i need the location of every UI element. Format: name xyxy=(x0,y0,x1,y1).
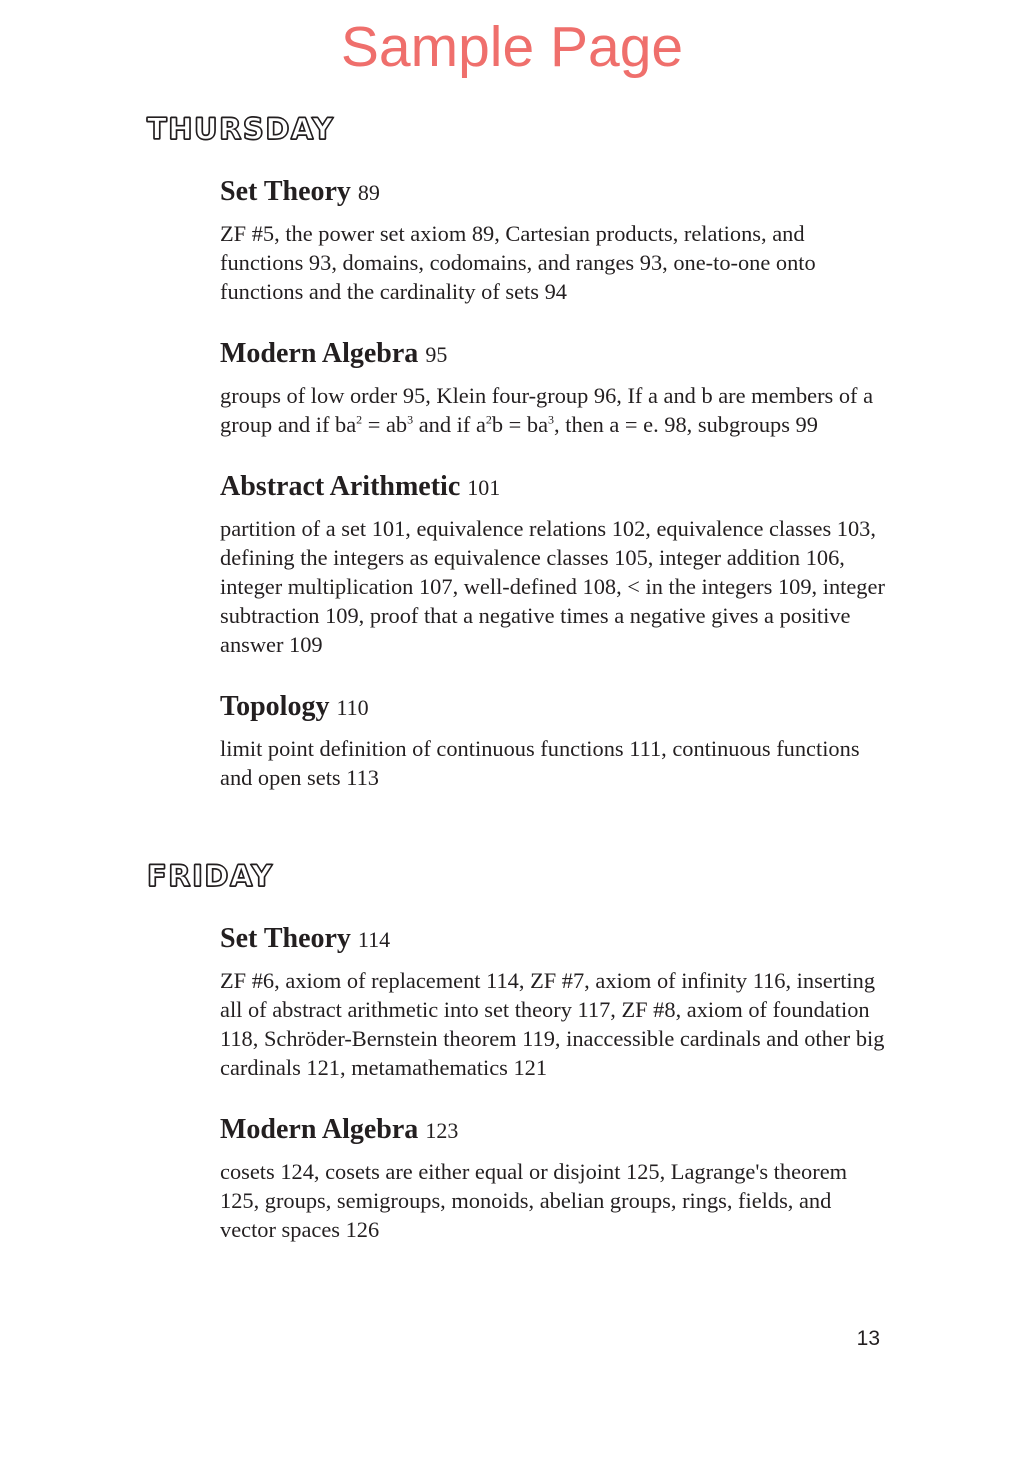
section-thursday-abstract-arithmetic xyxy=(220,470,890,659)
section-title-text: Modern Algebra xyxy=(220,1114,419,1145)
section-title-text: Modern Algebra xyxy=(220,338,419,369)
section-body: limit point definition of continuous functions 111, continuous functions and open sets 113 xyxy=(220,736,860,790)
section-thursday-set-theory xyxy=(220,175,890,306)
section-title-text: Abstract Arithmetic xyxy=(220,471,461,502)
body-text: and if a xyxy=(413,412,486,437)
section-title-text: Set Theory xyxy=(220,176,351,207)
section-title xyxy=(220,337,890,372)
section-friday-set-theory xyxy=(220,922,890,1082)
section-page-number: 89 xyxy=(357,180,380,205)
superscript: 3 xyxy=(407,412,414,427)
section-page-number: 101 xyxy=(467,475,501,500)
body-text: = ab xyxy=(362,412,408,437)
section-title xyxy=(220,690,890,725)
section-title-text: Topology xyxy=(220,691,330,722)
section-title xyxy=(220,922,890,957)
section-body: ZF #5, the power set axiom 89, Cartesian products, relations, and functions 93, domains, codomains, and ranges 93, one-to-one onto functions and the cardinality of sets 94 xyxy=(220,221,816,304)
section-title xyxy=(220,175,890,210)
body-text: groups of low order 95, Klein four-group 96, If a and b are members of a group and if ba xyxy=(220,383,874,437)
sample-page-watermark: Sample Page xyxy=(340,15,684,79)
day-heading-friday: FRIDAY xyxy=(147,859,274,893)
section-thursday-topology xyxy=(220,690,890,792)
day-heading-thursday: THURSDAY xyxy=(147,112,335,146)
body-text: , then a = e. 98, subgroups 99 xyxy=(554,412,818,437)
section-page-number: 110 xyxy=(336,695,369,720)
section-page-number: 114 xyxy=(357,927,391,952)
section-body xyxy=(220,381,890,439)
page-number: 13 xyxy=(856,1327,880,1350)
day-thursday xyxy=(147,113,907,792)
superscript: 2 xyxy=(485,412,492,427)
superscript: 2 xyxy=(356,412,363,427)
section-body: ZF #6, axiom of replacement 114, ZF #7, axiom of infinity 116, inserting all of abstract arithmetic into set theory 117, ZF #8, axiom of foundation 118, Schröder-Bernstein theorem 119, inaccessible cardinals and other big cardinals 121, metamathematics 121 xyxy=(220,968,885,1080)
body-text: b = ba xyxy=(491,412,549,437)
section-page-number: 95 xyxy=(425,342,448,367)
section-thursday-modern-algebra xyxy=(220,337,890,439)
section-friday-modern-algebra xyxy=(220,1113,890,1244)
section-body: cosets 124, cosets are either equal or disjoint 125, Lagrange's theorem 125, groups, semigroups, monoids, abelian groups, rings, fields, and vector spaces 126 xyxy=(220,1159,848,1242)
section-title-text: Set Theory xyxy=(220,923,351,954)
section-title xyxy=(220,470,890,505)
day-friday xyxy=(147,860,907,1244)
superscript: 3 xyxy=(548,412,555,427)
section-body: partition of a set 101, equivalence relations 102, equivalence classes 103, defining the integers as equivalence classes 105, integer addition 106, integer multiplication 107, well-defined 108, < in the integers 109, integer subtraction 109, proof that a negative times a negative gives a positive answer 109 xyxy=(220,516,885,657)
section-page-number: 123 xyxy=(425,1118,459,1143)
section-title xyxy=(220,1113,890,1148)
